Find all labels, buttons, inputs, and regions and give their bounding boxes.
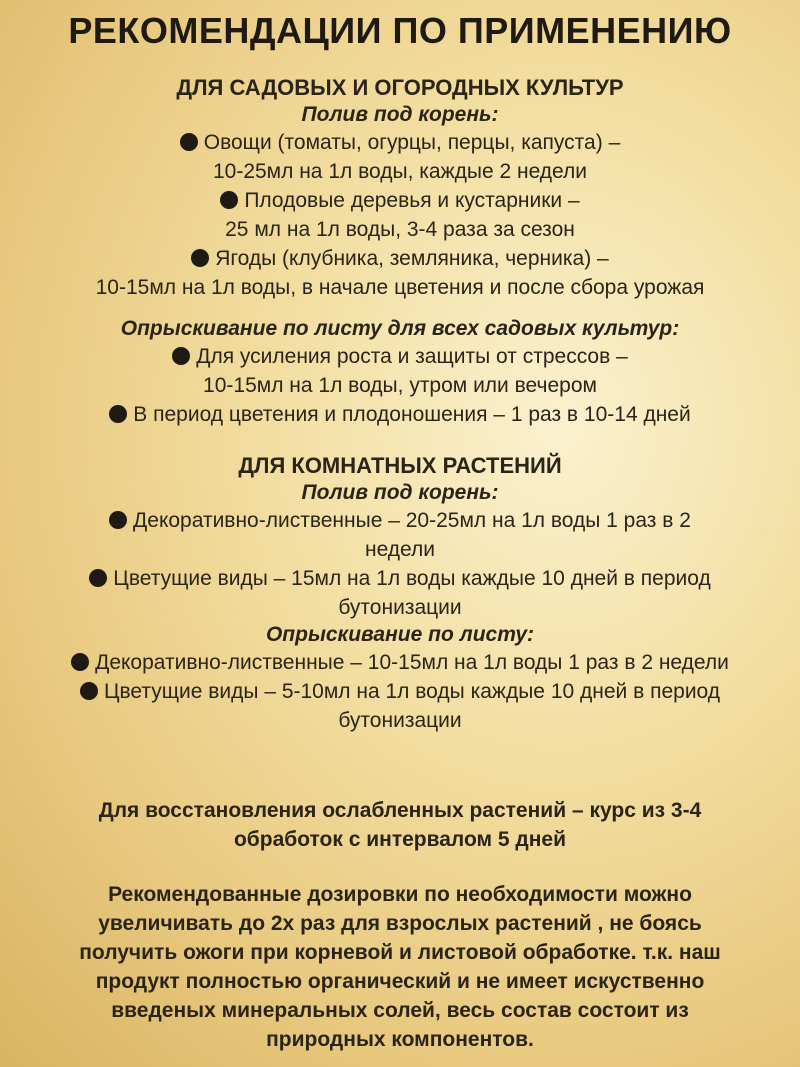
indoor-spray-label: Опрыскивание по листу:: [265, 623, 535, 646]
garden-heading: ДЛЯ САДОВЫХ И ОГОРОДНЫХ КУЛЬТУР: [176, 75, 624, 100]
list-item: Декоративно-лиственные – 20-25мл на 1л воды 1 раз в 2: [0, 506, 800, 535]
recovery-text: Для восстановления ослабленных растений – курс из 3-4 обработок с интервалом 5 дней: [98, 799, 702, 851]
indoor-section: [0, 452, 800, 735]
list-item: Для усиления роста и защиты от стрессов –: [0, 342, 800, 371]
bullet-icon: [71, 653, 89, 671]
list-item: Декоративно-лиственные – 10-15мл на 1л воды 1 раз в 2 недели: [0, 648, 800, 677]
bullet-icon: [191, 249, 209, 267]
list-item-cont: 10-15мл на 1л воды, в начале цветения и после сбора урожая: [95, 276, 705, 299]
list-item: Цветущие виды – 15мл на 1л воды каждые 10 дней в период: [0, 564, 800, 593]
page-title: РЕКОМЕНДАЦИИ ПО ПРИМЕНЕНИЮ: [68, 10, 732, 51]
list-item-cont: недели: [364, 538, 436, 561]
garden-spray-section: [0, 316, 800, 429]
list-item: Цветущие виды – 5-10мл на 1л воды каждые 10 дней в период: [0, 677, 800, 706]
garden-section: [0, 74, 800, 302]
garden-root-label: Полив под корень:: [301, 103, 499, 126]
list-item: В период цветения и плодоношения – 1 раз в 10-14 дней: [0, 400, 800, 429]
dosage-note: Рекомендованные дозировки по необходимости можно увеличивать до 2х раз для взрослых растений , не боясь получить ожоги при корневой и листовой обработке. т.к. наш продукт полностью органический и не имеет искуственно введеных минеральных солей, весь состав состоит из природных компонентов.: [79, 883, 721, 1051]
bullet-icon: [109, 405, 127, 423]
indoor-root-label: Полив под корень:: [301, 481, 499, 504]
list-item-cont: 10-15мл на 1л воды, утром или вечером: [203, 374, 597, 397]
bullet-icon: [180, 133, 198, 151]
list-item: Ягоды (клубника, земляника, черника) –: [0, 244, 800, 273]
bullet-icon: [89, 569, 107, 587]
list-item-cont: бутонизации: [338, 596, 462, 619]
bullet-icon: [109, 511, 127, 529]
bullet-icon: [220, 191, 238, 209]
list-item-cont: 10-25мл на 1л воды, каждые 2 недели: [212, 160, 588, 183]
bullet-icon: [80, 682, 98, 700]
garden-spray-label: Опрыскивание по листу для всех садовых культур:: [120, 317, 680, 340]
list-item: Овощи (томаты, огурцы, перцы, капуста) –: [0, 128, 800, 157]
list-item-cont: 25 мл на 1л воды, 3-4 раза за сезон: [225, 218, 575, 241]
indoor-heading: ДЛЯ КОМНАТНЫХ РАСТЕНИЙ: [238, 453, 562, 478]
list-item: Плодовые деревья и кустарники –: [0, 186, 800, 215]
bullet-icon: [172, 347, 190, 365]
list-item-cont: бутонизации: [338, 709, 462, 732]
